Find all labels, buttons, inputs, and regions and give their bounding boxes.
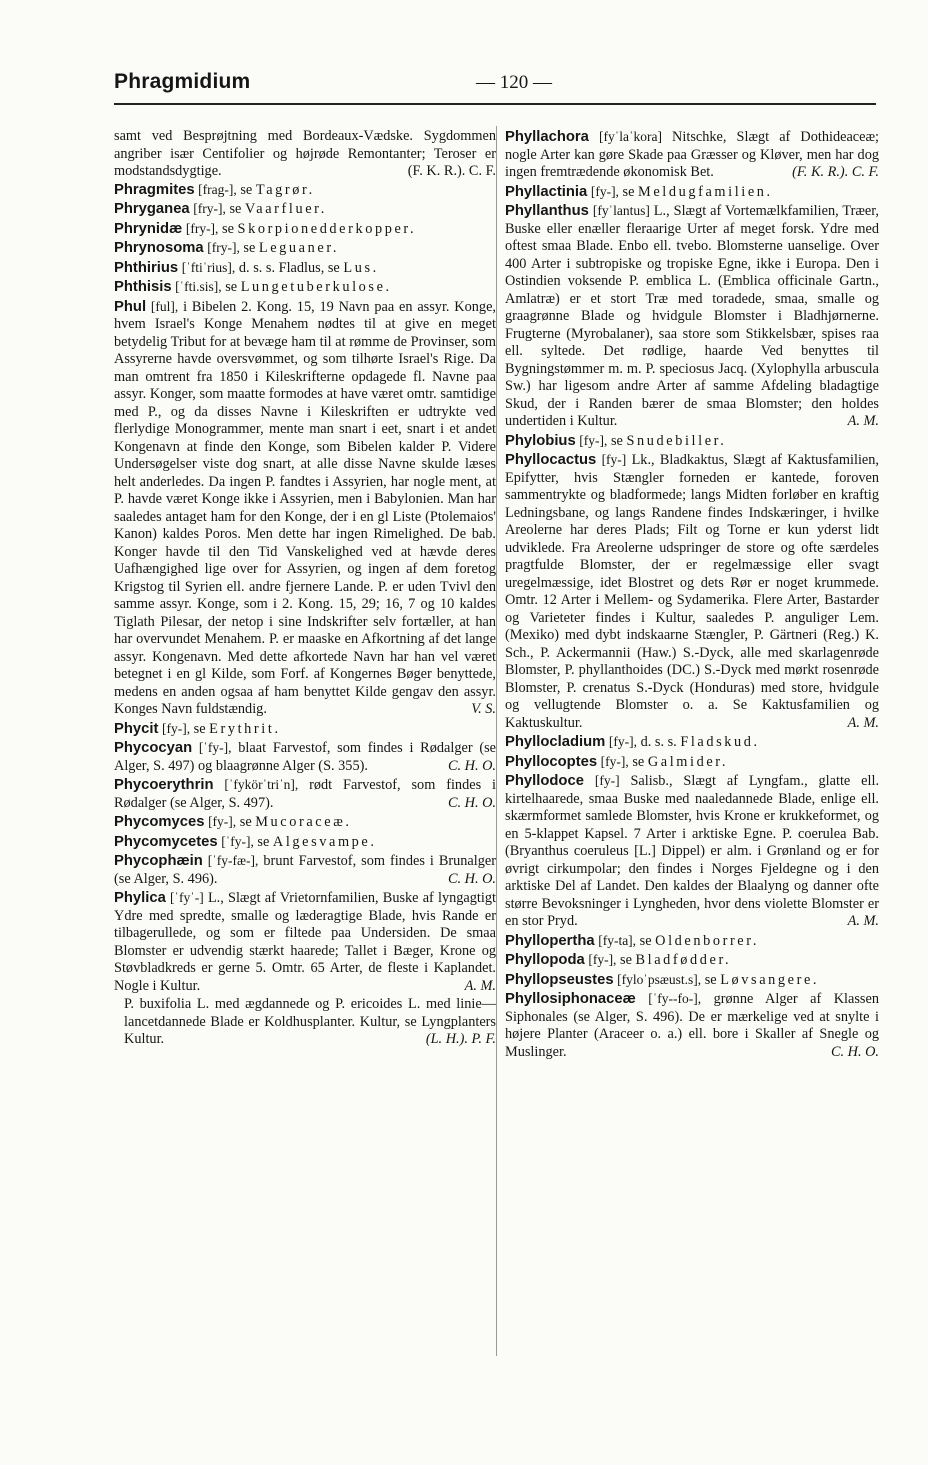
headword: Phycomycetes: [114, 833, 218, 850]
cross-reference: Skorpionedderkopper.: [237, 220, 417, 237]
cross-reference: Løvsangere.: [720, 971, 820, 988]
entry-text: d. s. s. Fladlus, se: [238, 259, 340, 276]
headword: Phyllopoda: [505, 952, 585, 968]
entry-text: P. buxifolia L. med ægdannede og P. ericoides L. med linie—lancetdannede Blade er Koldhusplanter. Kultur, se Lyngplanters Kultur.: [124, 996, 496, 1047]
headword: Phthirius: [114, 259, 179, 276]
entry-text: blaat Farvestof, som findes i Rødalger (se Alger, S. 497) og blaagrønne Alger (S. 355).: [114, 740, 497, 774]
headword: Phycoerythrin: [114, 777, 214, 793]
dictionary-entry: [505, 990, 879, 1061]
cross-reference: Meldugfamilien.: [638, 183, 773, 200]
author-signature: C. H. O.: [830, 1043, 879, 1060]
pronunciation: [ˈfy-],: [198, 740, 232, 755]
dictionary-entry: [114, 181, 496, 200]
cross-reference: Erythrit.: [209, 720, 281, 737]
entry-text: se: [193, 720, 206, 737]
headword: Phrynidæ: [114, 220, 183, 237]
header-rule: [114, 103, 876, 105]
entry-text: se: [639, 932, 652, 949]
dictionary-entry: [505, 202, 879, 431]
pronunciation: [fry-],: [185, 220, 219, 236]
dictionary-entry: [505, 183, 879, 202]
dictionary-entry: [505, 128, 879, 182]
headword: Phyllopseustes: [505, 971, 614, 988]
dictionary-entry: [114, 720, 496, 739]
headword: Phyllopertha: [505, 932, 595, 949]
dictionary-entry: [114, 200, 496, 219]
entry-text: se: [239, 814, 252, 830]
dictionary-entry: [114, 220, 496, 239]
dictionary-entry: [114, 996, 496, 1049]
headword: Phyllodoce: [505, 773, 584, 789]
cross-reference: Lus.: [343, 259, 379, 276]
headword: Phragmites: [114, 181, 195, 198]
entry-text: L., Slægt af Vortemælkfamilien, Træer, Buske eller enæller fleraarige Urter af meget forsk. Ydre med oftest smaa Blade. Enbo ell. tvebo. Blomsterne uanselige. Over 400 Arter i subtropiske og tropiske Egne, ikke i Europa. Den i Ostindien voksende P. emblica L. (Emblica officinale Gartn., Amlatræ) er et stort Træ med toradede, smaa, smalle og graagrønne Blade og hvidgule Blomster i Bladhjørnerne. Frugterne (Myrobalaner), saa store som Stikkelsbær, spises raa ell. syltede. Det rødlige, haarde Ved benyttes til Bygningstømmer m. m. P. speciosus Jacq. (Xylophylla arbuscula Sw.) har ligesom andre Arter af samme Afdeling bladagtige Skud, der i Randen bærer de smaa Blomster; den holdes undertiden i Kultur.: [505, 203, 880, 429]
pronunciation: [fy-],: [161, 720, 191, 736]
dictionary-entry: [114, 239, 496, 258]
pronunciation: [ˈfti.sis],: [175, 279, 222, 294]
cross-reference: Vaarfluer.: [244, 201, 327, 217]
headword: Phyllocactus: [505, 452, 597, 468]
author-signature: C. H. O.: [447, 870, 496, 887]
author-signature: A. M.: [847, 714, 879, 731]
cross-reference: Tagrør.: [255, 181, 315, 198]
entry-text: Lk., Bladkaktus, Slægt af Kaktusfamilien, Epifytter, hvis Stængler forneden er kantede, foroven sammentrykte og bladformede; langs Midten forløber en kraftig Ledningsbane, og langs Randene findes Indskæringer, i hvilke Areolerne har deres Plads; Filt og Torne er kun yderst lidt udviklede. Fra Areolerne udspringer de store og ofte særdeles pragtfulde Blomster, der er regelmæssige eller svagt uregelmæssige, idet Blostret og dets Rør er noget krummede. Omtr. 12 Arter i Mellem- og Sydamerika. Flere Arter, Bastarder og Varieteter findes i Kultur, saaledes P. anguliger Lem. (Mexiko) med dybt indskaarne Stængler, P. Gärtneri (Reg.) K. Sch., P. Ackermannii (Haw.) S.-Dyck, alle med skarlagenrøde Blomster, P. phyllanthoides (DC.) S.-Dyck med mørkt rosenrøde Blomster, P. crenatus S.-Dyck (Honduras) med store, hvidgule og vellugtende Blomster o. a. Se Kaktusfamilien og Kaktuskultur.: [505, 452, 880, 731]
headword: Phyllachora: [505, 129, 589, 145]
entry-text: grønne Alger af Klassen Siphonales (se Alger, S. 496). De er mærkelige ved at snylte i højere Planter (Araceer o. a.) ell. bore i Skaller af Snegle og Muslinger.: [505, 991, 879, 1060]
entry-text: se: [240, 181, 253, 198]
continuation-source: (F. K. R.). C. F.: [407, 163, 496, 179]
entry-text: Nitschke, Slægt af Dothideaceæ; nogle Arter kan gøre Skade paa Græsser og Kløver, men har dog ingen fremtrædende økonomisk Bet.: [505, 129, 879, 180]
headword: Phyllactinia: [505, 183, 588, 200]
left-column: [114, 128, 496, 1049]
entry-text: rødt Farvestof, som findes i Rødalger (se Alger, S. 497).: [114, 777, 496, 811]
dictionary-entry: [114, 833, 496, 852]
cross-reference: Lungetuberkulose.: [240, 279, 392, 295]
dictionary-entry: [114, 813, 496, 832]
right-column: [505, 128, 879, 1061]
headword: Phycomyces: [114, 814, 205, 830]
pronunciation: [ˈfy--fo-],: [648, 991, 702, 1006]
headword: Phylobius: [505, 432, 576, 449]
author-signature: C. H. O.: [447, 794, 496, 811]
author-signature: A. M.: [847, 413, 879, 429]
pronunciation: [ˈftiˈrius],: [181, 259, 236, 275]
column-divider: [496, 126, 497, 1356]
pronunciation: [ˈfy-fæ-],: [207, 853, 259, 868]
dictionary-entry: [505, 432, 879, 451]
pronunciation: [fy-],: [588, 952, 617, 967]
headword: Phylica: [114, 890, 166, 906]
entry-text: brunt Farvestof, som findes i Brunalger (se Alger, S. 496).: [114, 853, 497, 887]
dictionary-entry: [114, 739, 496, 775]
headword: Phycocyan: [114, 740, 193, 756]
pronunciation: [fyˈlaˈkora]: [598, 129, 662, 144]
entry-text: i Bibelen 2. Kong. 15, 19 Navn paa en assyr. Konge, hvem Israel's Konge Menahem nødtes til at give en meget betydelig Tribut for at bevæge ham til at rømme de Provinser, som Assyrerne havde oversvømmet, og som tilhørte Israel's Rige. Da man omtrent fra 1850 i Kileskrifterne opdagede fl. Navne paa assyr. Konger, som maatte formodes at have været omtr. samtidige med P., og da disses Navne i Kileskriften er udtrykte ved flerlydige Monogrammer, mente man snart i eet, snart i et andet Kongenavn at finde den Konge, som Bibelen kalder P. Videre Undersøgelser viste dog snart, at alle disse Navne skulde læses helt anderledes. Da ingen P. fandtes i Assyrien, har nogle ment, at P. havde været Konge ikke i Assyrien, men i Babylonien. Man har saaledes antaget ham for den Konge, der i en gl Liste (Ptolemaios' Kanon) kaldes Poros. Men dette har ingen Rimelighed. De bab. Konger havde til den Tid Vanskelighed ved at hævde deres Uafhængighed lige over for Assyrien, og ingen af dem foretog Krigstog til Syrien ell. andre fjernere Lande. P. er uden Tvivl den samme assyr. Konge, som i 2. Kong. 15, 29; 16, 7 og 10 kaldes Tiglath Pilesar, der netop i sine Indskrifter selv fortæller, at han har overvundet Menahem. P. er maaske en Afkortning af det lange assyr. Kongenavn. Med dette afkortede Navn har han vel været betegnet i en gl Kilde, som Forf. af Kongernes Bøger benyttede, medens en anden ogsaa af ham benyttet Kilde gengav den assyr. Konges Navn fuldstændig.: [114, 298, 496, 717]
headword: Phul: [114, 298, 147, 315]
entry-text: se: [257, 833, 270, 850]
entry-text: se: [610, 432, 623, 449]
headword: Phyllanthus: [505, 203, 589, 219]
entry-text: se: [243, 240, 256, 256]
left-entries: [114, 181, 496, 1049]
page-number: — 120 —: [476, 72, 552, 93]
dictionary-entry: [114, 298, 496, 719]
headword: Phthisis: [114, 279, 172, 295]
author-signature: A. M.: [464, 977, 496, 994]
dictionary-entry: [505, 772, 879, 931]
cross-reference: Snudebiller.: [626, 432, 727, 449]
entry-text: se: [622, 183, 635, 200]
dictionary-entry: [505, 971, 879, 990]
pronunciation: [fyloˈpsæust.s],: [617, 971, 702, 987]
pronunciation: [ful],: [150, 298, 179, 314]
cross-reference: Oldenborrer.: [655, 932, 759, 949]
right-entries: [505, 128, 879, 1061]
headword: Phyllocoptes: [505, 753, 598, 770]
page-header: [114, 70, 876, 100]
pronunciation: [frag-],: [198, 181, 237, 197]
pronunciation: [fy-],: [579, 432, 608, 448]
pronunciation: [fyˈlantus]: [592, 203, 650, 218]
author-signature: (F. K. R.). C. F.: [792, 164, 879, 180]
continuation-text: samt ved Besprøjtning med Bordeaux-Vædske. Sygdommen angriber især Centifolier og højrøde Remontanter; Teroser er modstandsdygtige. (F. K. R.). C. F.: [114, 128, 496, 179]
entry-text: Salisb., Slægt af Lyngfam., glatte ell. kirtelhaarede, smaa Buske med naaledannede Blade, enlige ell. skærmformet samlede Blomster, hvis Krone er krukkeformet, og en 5-klappet Kapsel. 7 Arter i arktiske Egne. P. coerulea Bab. (Bryanthus coeruleus [L.] Dippel) er alm. i Grønland og er for øvrigt cirkumpolar; den findes i Norges Fjeldegne og i den arktiske Del af Landet. Den kaldes der Blaalyng og danner ofte større Bevoksninger i Lyngheden, hvor dens violette Blomster er en stor Pryd.: [505, 773, 880, 929]
cross-reference: Algesvampe.: [272, 833, 377, 850]
headword: Phyllocladium: [505, 734, 606, 750]
headword: Phyllosiphonaceæ: [505, 991, 636, 1007]
entry-text: L., Slægt af Vrietornfamilien, Buske af lyngagtigt Ydre med spredte, smalle og læderagtige Blade, hvis Rande er tilbagerullede, og som er filtede paa Undersiden. De smaa Blomster er udvendig stærkt haarede; Tallet i Bæger, Krone og Støvbladkreds er gerne 5. Omtr. 65 Arter, de fleste i Kaplandet. Nogle i Kultur.: [114, 890, 496, 994]
entry-text: se: [620, 952, 632, 968]
dictionary-entry: [505, 733, 879, 752]
dictionary-entry: [505, 951, 879, 970]
dictionary-entry: [505, 932, 879, 951]
pronunciation: [fy-],: [608, 734, 637, 749]
running-title: Phragmidium: [114, 70, 251, 93]
pronunciation: [fy-],: [600, 753, 629, 769]
pronunciation: [fy-]: [601, 452, 627, 467]
dictionary-entry: [114, 852, 496, 888]
headword: Phycophæin: [114, 853, 203, 869]
headword: Phycit: [114, 720, 159, 737]
entry-text: se: [225, 279, 238, 295]
pronunciation: [ˈfykörˈtriˈn],: [224, 777, 299, 792]
author-signature: (L. H.). P. F.: [425, 1031, 496, 1047]
cross-reference: Galmider.: [647, 753, 729, 770]
pronunciation: [fry-],: [193, 201, 226, 216]
entry-text: se: [632, 753, 645, 770]
dictionary-entry: [114, 278, 496, 297]
dictionary-entry: [114, 776, 496, 812]
entry-text: se: [704, 971, 717, 988]
pronunciation: [fy-]: [594, 773, 620, 788]
entry-text: d. s. s.: [640, 734, 677, 750]
pronunciation: [fy-],: [208, 814, 237, 829]
author-signature: A. M.: [847, 913, 879, 929]
author-signature: C. H. O.: [447, 757, 496, 774]
entry-text: se: [222, 220, 234, 237]
dictionary-entry: [505, 753, 879, 772]
pronunciation: [ˈfyˈ-]: [170, 890, 204, 905]
dictionary-entry: [505, 451, 879, 732]
headword: Phryganea: [114, 201, 190, 217]
pronunciation: [ˈfy-],: [221, 833, 254, 849]
dictionary-entry: [114, 259, 496, 278]
cross-reference: Fladskud.: [680, 734, 760, 750]
dictionary-entry: [114, 889, 496, 995]
headword: Phrynosoma: [114, 240, 204, 256]
pronunciation: [fy-],: [590, 183, 619, 199]
cross-reference: Mucoraceæ.: [255, 814, 352, 830]
entry-text: se: [229, 201, 242, 217]
cross-reference: Leguaner.: [258, 240, 340, 256]
pronunciation: [fy-ta],: [598, 932, 637, 948]
pronunciation: [fry-],: [207, 240, 240, 255]
author-signature: V. S.: [471, 701, 496, 717]
cross-reference: Bladfødder.: [635, 952, 732, 968]
